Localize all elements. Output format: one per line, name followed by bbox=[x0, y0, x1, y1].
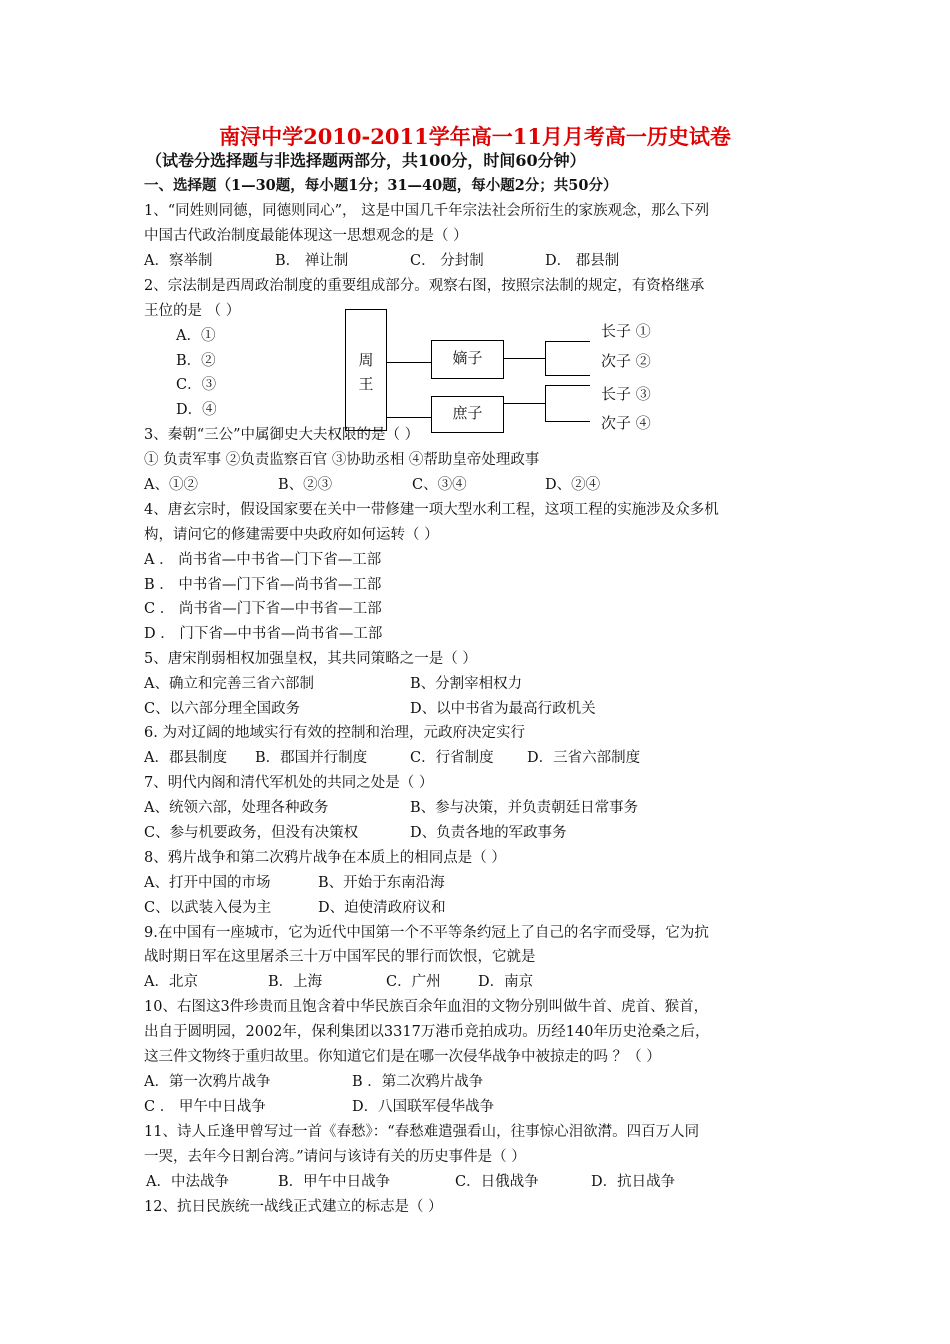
q2-option-b: B．② bbox=[176, 353, 216, 369]
q7-option-a: A、统领六部，处理各种政务 bbox=[144, 800, 329, 816]
q1-option-a: A．察举制 bbox=[144, 253, 213, 269]
q3-option-c: C、③④ bbox=[412, 477, 467, 493]
q2-option-c: C．③ bbox=[176, 377, 217, 393]
q10-option-d: D．八国联军侵华战争 bbox=[352, 1099, 495, 1115]
q9-option-b: B．上海 bbox=[268, 974, 323, 990]
connector-line bbox=[387, 362, 431, 363]
q10-stem-line2: 出自于圆明园，2002年，保利集团以3317万港币竞拍成功。历经140年历史沧桑之后， bbox=[144, 1024, 710, 1040]
connector-line bbox=[387, 417, 431, 418]
q7-option-b: B、参与决策，并负责朝廷日常事务 bbox=[410, 800, 639, 816]
q4-option-d: D ． 门下省—中书省—尚书省—工部 bbox=[144, 626, 383, 642]
q8-stem: 8、鸦片战争和第二次鸦片战争在本质上的相同点是（ ） bbox=[144, 850, 506, 866]
connector-line bbox=[545, 385, 546, 421]
q2-stem-line2: 王位的是 （ ） bbox=[144, 303, 241, 319]
q7-option-d: D、负责各地的军政事务 bbox=[410, 825, 567, 841]
q4-stem-line1: 4、唐玄宗时，假设国家要在关中一带修建一项大型水利工程，这项工程的实施涉及众多机 bbox=[144, 502, 719, 518]
q10-stem-line3: 这三件文物终于重归故里。你知道它们是在哪一次侵华战争中被掠走的吗 ？（ ） bbox=[144, 1049, 661, 1065]
q3-option-a: A、①② bbox=[144, 477, 198, 493]
connector-line bbox=[545, 385, 590, 386]
q12-stem: 12、抗日民族统一战线正式建立的标志是（ ） bbox=[144, 1199, 443, 1215]
diagram-child-4: 次子 ④ bbox=[601, 414, 651, 432]
diagram-child-1: 长子 ① bbox=[601, 322, 651, 340]
connector-line bbox=[545, 341, 590, 342]
q4-stem-line2: 构，请问它的修建需要中央政府如何运转（ ） bbox=[144, 527, 439, 543]
q9-stem-line1: 9.在中国有一座城市，它为近代中国第一个不平等条约冠上了自己的名字而受辱，它为抗 bbox=[144, 925, 709, 941]
q4-option-b: B ． 中书省—门下省—尚书省—工部 bbox=[144, 577, 382, 593]
diagram-king-char2: 王 bbox=[358, 375, 374, 393]
q11-option-c: C．日俄战争 bbox=[455, 1174, 539, 1190]
q1-stem-line2: 中国古代政治制度最能体现这一思想观念的是（ ） bbox=[144, 228, 468, 244]
q5-stem: 5、唐宋削弱相权加强皇权，其共同策略之一是（ ） bbox=[144, 651, 477, 667]
connector-line bbox=[504, 403, 546, 404]
q1-option-b: B． 禅让制 bbox=[275, 253, 349, 269]
diagram-child-3: 长子 ③ bbox=[601, 385, 651, 403]
section-heading: 一、选择题（1—30题，每小题1分；31—40题，每小题2分；共50分） bbox=[144, 177, 618, 194]
connector-line bbox=[504, 358, 546, 359]
q5-option-d: D、以中书省为最高行政机关 bbox=[410, 701, 596, 717]
q1-option-c: C． 分封制 bbox=[410, 253, 484, 269]
q9-option-c: C．广州 bbox=[386, 974, 441, 990]
q11-option-b: B．甲午中日战争 bbox=[278, 1174, 391, 1190]
q10-option-c: C ． 甲午中日战争 bbox=[144, 1099, 266, 1115]
q8-option-a: A、打开中国的市场 bbox=[144, 875, 271, 891]
diagram-king-char1: 周 bbox=[358, 351, 374, 369]
q8-option-d: D、迫使清政府议和 bbox=[318, 900, 446, 916]
q11-stem-line2: 一哭，去年今日割台湾。”请问与该诗有关的历史事件是（ ） bbox=[144, 1149, 526, 1165]
q2-option-a: A．① bbox=[176, 328, 216, 344]
diagram-box-dizi: 嫡子 bbox=[431, 340, 504, 379]
q1-stem-line1: 1、“同姓则同德，同德则同心”， 这是中国几千年宗法社会所衍生的家族观念，那么下列 bbox=[144, 203, 710, 219]
q8-option-b: B、开始于东南沿海 bbox=[318, 875, 445, 891]
connector-line bbox=[545, 341, 546, 375]
diagram-box-shuzi: 庶子 bbox=[431, 396, 504, 433]
q10-option-a: A．第一次鸦片战争 bbox=[144, 1074, 271, 1090]
q3-stem: 3、秦朝“三公”中属御史大夫权限的是（ ） bbox=[144, 427, 420, 443]
q8-option-c: C、以武装入侵为主 bbox=[144, 900, 272, 916]
q9-option-a: A．北京 bbox=[144, 974, 198, 990]
diagram-box-king bbox=[345, 309, 387, 431]
q11-option-a: A．中法战争 bbox=[146, 1174, 229, 1190]
q9-stem-line2: 战时期日军在这里屠杀三十万中国军民的罪行而饮恨，它就是 bbox=[144, 949, 536, 965]
q5-option-b: B、分割宰相权力 bbox=[410, 676, 523, 692]
q5-option-a: A、确立和完善三省六部制 bbox=[144, 676, 314, 692]
q5-option-c: C、以六部分理全国政务 bbox=[144, 701, 301, 717]
q6-option-a: A．郡县制度 bbox=[144, 750, 227, 766]
q7-stem: 7、明代内阁和清代军机处的共同之处是（ ） bbox=[144, 775, 434, 791]
connector-line bbox=[545, 375, 590, 376]
exam-title: 南浔中学2010-2011学年高一11月月考高一历史试卷 bbox=[219, 124, 731, 149]
q2-option-d: D．④ bbox=[176, 402, 217, 418]
q1-option-d: D． 郡县制 bbox=[545, 253, 620, 269]
q6-option-d: D．三省六部制度 bbox=[527, 750, 641, 766]
q3-statements: ① 负责军事 ②负责监察百官 ③协助丞相 ④帮助皇帝处理政事 bbox=[144, 452, 540, 468]
q3-option-d: D、②④ bbox=[545, 477, 601, 493]
q10-stem-line1: 10、右图这3件珍贵而且饱含着中华民族百余年血泪的文物分别叫做牛首、虎首、猴首， bbox=[144, 999, 709, 1015]
q6-option-b: B．郡国并行制度 bbox=[255, 750, 368, 766]
connector-line bbox=[545, 421, 590, 422]
q11-stem-line1: 11、诗人丘逢甲曾写过一首《春愁》：“春愁难遣强看山，往事惊心泪欲潸。四百万人同 bbox=[144, 1124, 700, 1140]
q11-option-d: D．抗日战争 bbox=[591, 1174, 676, 1190]
q4-option-a: A ． 尚书省—中书省—门下省—工部 bbox=[144, 552, 382, 568]
exam-subtitle: （试卷分选择题与非选择题两部分，共100分，时间60分钟） bbox=[146, 151, 586, 170]
diagram-child-2: 次子 ② bbox=[601, 352, 651, 370]
q4-option-c: C ． 尚书省—门下省—中书省—工部 bbox=[144, 601, 382, 617]
q3-option-b: B、②③ bbox=[278, 477, 333, 493]
q6-option-c: C．行省制度 bbox=[410, 750, 494, 766]
q10-option-b: B ．第二次鸦片战争 bbox=[352, 1074, 484, 1090]
q2-stem-line1: 2、宗法制是西周政治制度的重要组成部分。观察右图，按照宗法制的规定，有资格继承 bbox=[144, 278, 705, 294]
q6-stem: 6. 为对辽阔的地域实行有效的控制和治理，元政府决定实行 bbox=[144, 725, 525, 741]
q9-option-d: D．南京 bbox=[478, 974, 534, 990]
q7-option-c: C、参与机要政务，但没有决策权 bbox=[144, 825, 359, 841]
